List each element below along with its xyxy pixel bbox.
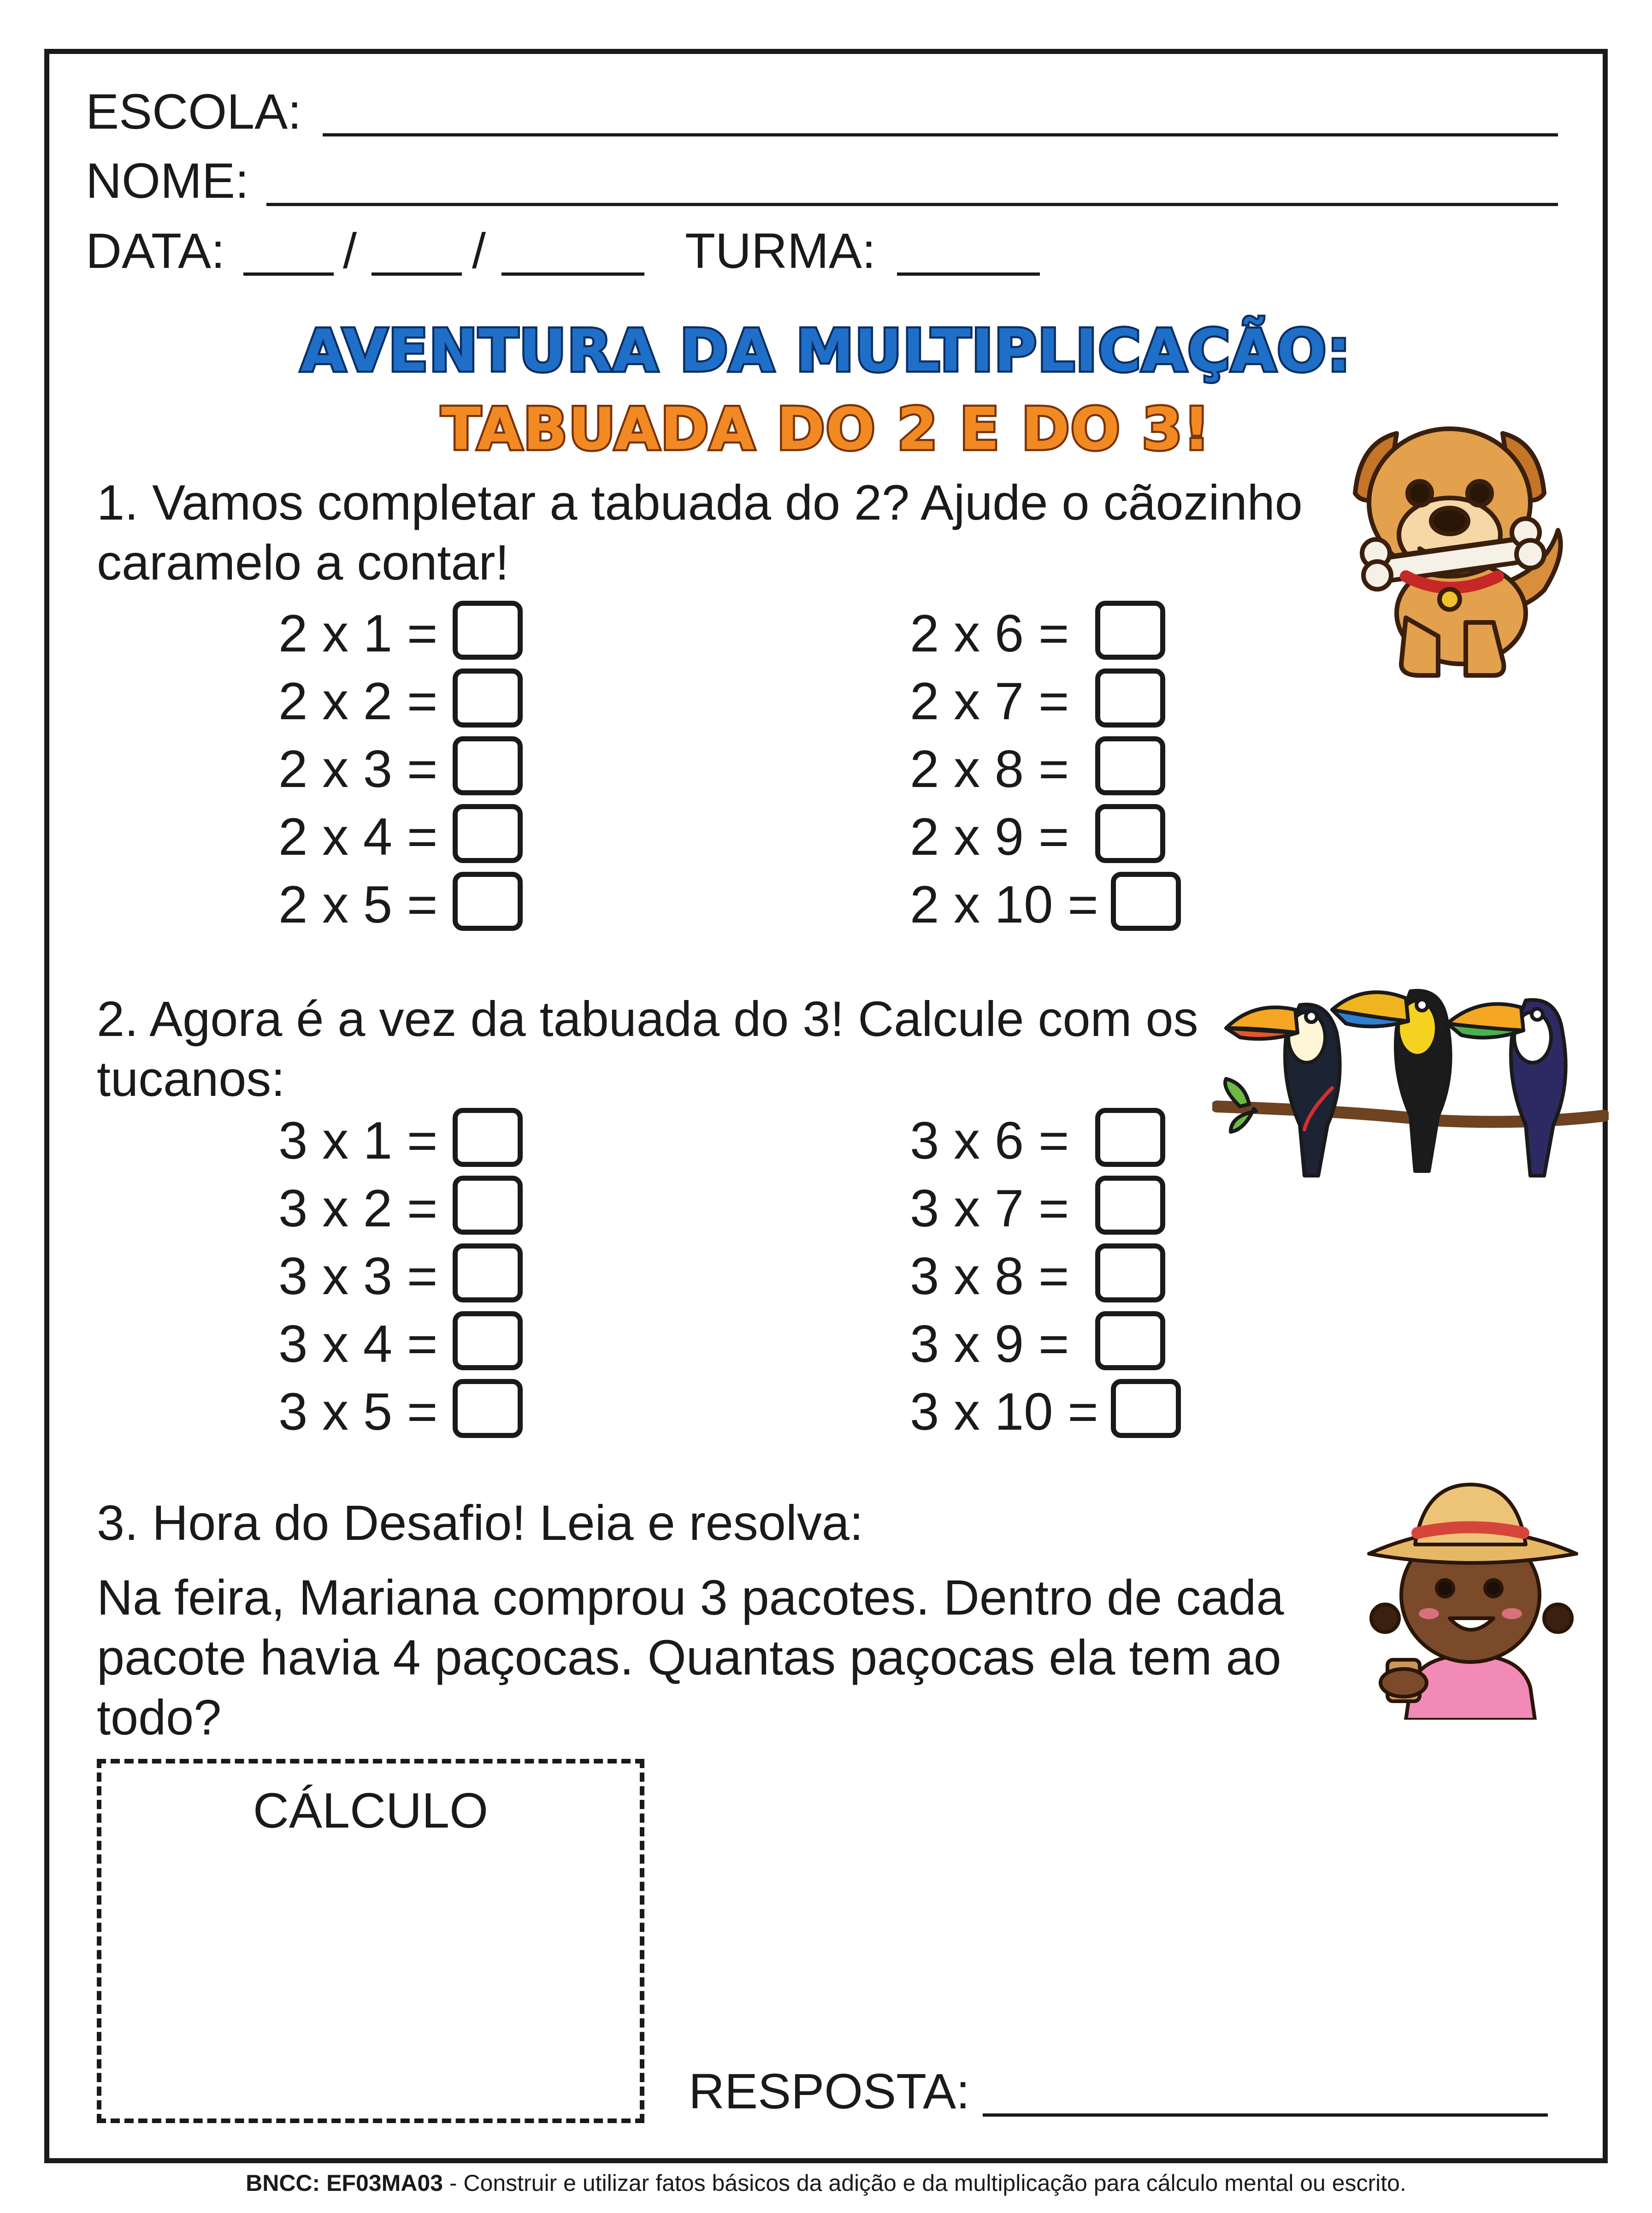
q2-equation: 3 x 10 = [910, 1383, 1098, 1441]
dog-with-bone-icon [1328, 415, 1576, 682]
q3-line3: todo? [97, 1689, 222, 1745]
answer-line[interactable] [983, 2113, 1548, 2117]
q2-answer-box[interactable] [453, 1108, 523, 1167]
bncc-description: - Construir e utilizar fatos básicos da adição e da multiplicação para cálculo mental ou escrito. [442, 2170, 1406, 2196]
q1-line2: caramelo a contar! [97, 534, 509, 590]
q2-equation: 3 x 5 = [278, 1383, 438, 1441]
q1-equation: 2 x 9 = [910, 808, 1069, 866]
nome-label: NOME: [86, 153, 249, 208]
q1-line1: 1. Vamos completar a tabuada do 2? Ajude o cãozinho [97, 474, 1303, 530]
q2-equation: 3 x 4 = [278, 1315, 438, 1373]
q1-answer-box[interactable] [453, 669, 523, 728]
q2-line2: tucanos: [97, 1051, 285, 1106]
q1-equation: 2 x 6 = [910, 604, 1069, 663]
girl-with-straw-hat-icon [1360, 1471, 1586, 1720]
data-label: DATA: [86, 223, 225, 278]
q1-answer-box[interactable] [1095, 804, 1165, 863]
q1-answer-box[interactable] [1111, 872, 1181, 931]
worksheet-title: AVENTURA DA MULTIPLICAÇÃO: [301, 317, 1351, 385]
bncc-footer [0, 2172, 1652, 2195]
worksheet-subtitle: TABUADA DO 2 E DO 3! [441, 395, 1211, 463]
q2-line1: 2. Agora é a vez da tabuada do 3! Calcule com os [97, 991, 1198, 1047]
q3-line1: Na feira, Mariana comprou 3 pacotes. Dentro de cada [97, 1569, 1284, 1625]
date-sep-1: / [343, 223, 357, 278]
q3-problem-text [97, 1568, 1284, 1747]
q2-equation: 3 x 7 = [910, 1179, 1069, 1238]
q1-equation: 2 x 4 = [278, 808, 438, 866]
date-year-line[interactable] [502, 272, 644, 276]
q1-equation: 2 x 3 = [278, 740, 438, 799]
calculation-area[interactable] [97, 1759, 644, 2123]
q1-equation: 2 x 1 = [278, 604, 438, 663]
q2-answer-box[interactable] [1095, 1176, 1165, 1235]
turma-line[interactable] [897, 272, 1040, 276]
q2-text [97, 989, 1198, 1109]
q2-answer-box[interactable] [453, 1311, 523, 1370]
q2-answer-box[interactable] [1095, 1108, 1165, 1167]
q2-equation: 3 x 3 = [278, 1247, 438, 1306]
q1-answer-box[interactable] [1095, 669, 1165, 728]
q1-answer-box[interactable] [453, 872, 523, 931]
nome-line[interactable] [266, 203, 1558, 206]
q2-answer-box[interactable] [453, 1176, 523, 1235]
date-month-line[interactable] [372, 272, 462, 276]
q2-answer-box[interactable] [1095, 1311, 1165, 1370]
q2-equation: 3 x 9 = [910, 1315, 1069, 1373]
turma-label: TURMA: [685, 223, 876, 278]
q2-equation: 3 x 8 = [910, 1247, 1069, 1306]
q1-answer-box[interactable] [453, 804, 523, 863]
q2-answer-box[interactable] [453, 1379, 523, 1438]
q1-answer-box[interactable] [1095, 601, 1165, 660]
escola-line[interactable] [323, 133, 1558, 136]
q1-text [97, 473, 1303, 592]
q2-answer-box[interactable] [1111, 1379, 1181, 1438]
q1-answer-box[interactable] [453, 736, 523, 795]
q1-answer-box[interactable] [1095, 736, 1165, 795]
q2-equation: 3 x 2 = [278, 1179, 438, 1238]
bncc-code: BNCC: EF03MA03 [246, 2170, 443, 2196]
q2-answer-box[interactable] [1095, 1243, 1165, 1302]
q3-heading: 3. Hora do Desafio! Leia e resolva: [97, 1495, 863, 1550]
calculation-label: CÁLCULO [253, 1782, 489, 1838]
date-day-line[interactable] [243, 272, 334, 276]
answer-label: RESPOSTA: [689, 2063, 970, 2119]
q2-answer-box[interactable] [453, 1243, 523, 1302]
q2-equation: 3 x 6 = [910, 1112, 1069, 1170]
q1-equation: 2 x 5 = [278, 876, 438, 934]
q1-answer-box[interactable] [453, 601, 523, 660]
escola-label: ESCOLA: [86, 83, 302, 139]
q3-line2: pacote havia 4 paçocas. Quantas paçocas ela tem ao [97, 1629, 1281, 1685]
q1-equation: 2 x 10 = [910, 876, 1098, 934]
q1-equation: 2 x 7 = [910, 672, 1069, 731]
q1-equation: 2 x 2 = [278, 672, 438, 731]
q1-equation: 2 x 8 = [910, 740, 1069, 799]
q2-equation: 3 x 1 = [278, 1112, 438, 1170]
date-sep-2: / [472, 223, 486, 278]
three-toucans-on-branch-icon [1212, 973, 1609, 1194]
